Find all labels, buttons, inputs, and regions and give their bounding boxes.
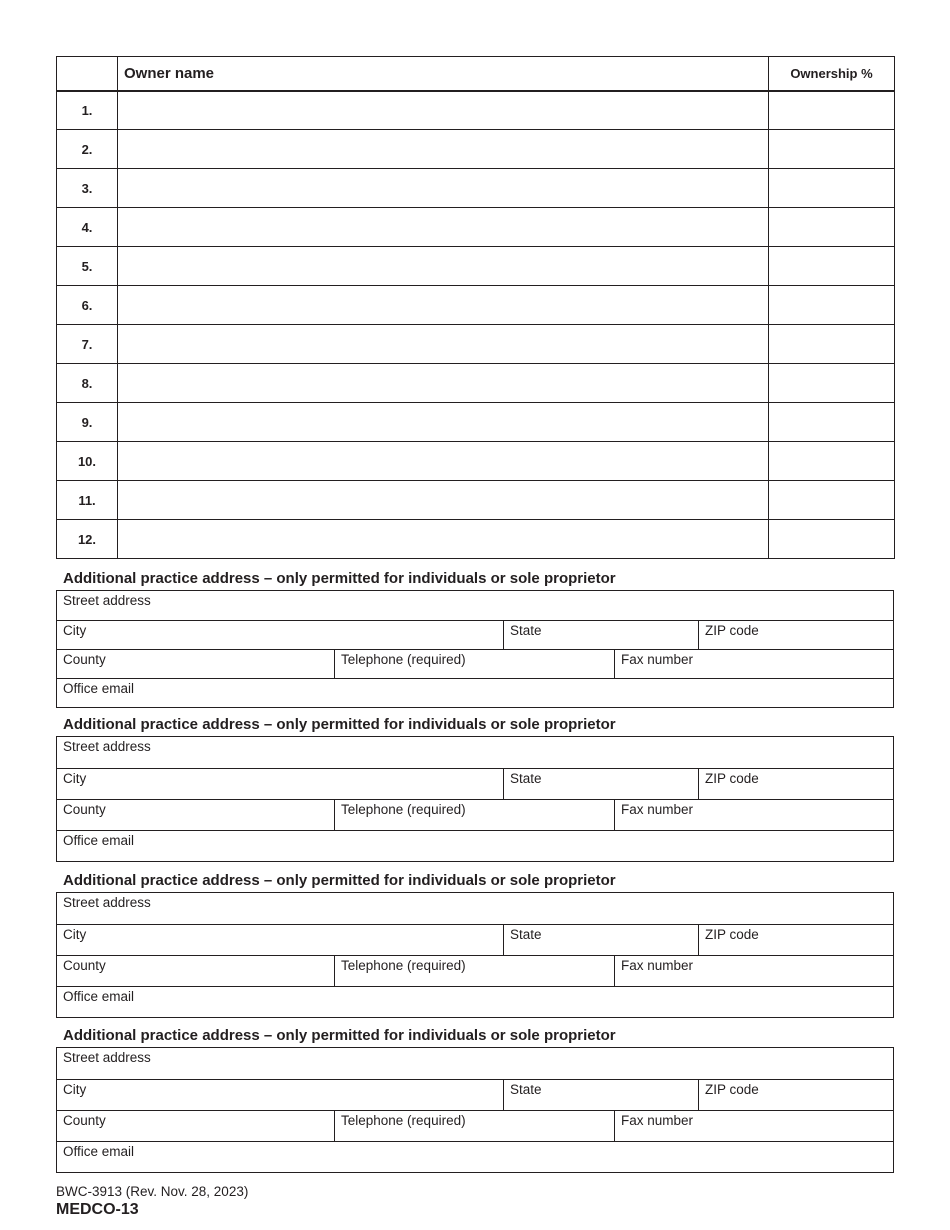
row-number: 11. [57, 481, 118, 520]
owner-row [57, 442, 895, 481]
ownership-pct-input[interactable] [769, 442, 895, 481]
ownership-pct-input[interactable] [769, 130, 895, 169]
city-field[interactable]: City [63, 1082, 87, 1097]
address-block-title: Additional practice address – only permitted for individuals or sole proprietor [63, 716, 616, 733]
ownership-pct-input[interactable] [769, 247, 895, 286]
row-number: 5. [57, 247, 118, 286]
city-field[interactable]: City [63, 771, 87, 786]
office-email-field[interactable]: Office email [63, 833, 135, 848]
fax-number-field[interactable]: Fax number [614, 800, 893, 830]
address-grid [56, 1047, 894, 1173]
city-field[interactable]: City [63, 623, 87, 638]
additional-address-block-4 [56, 1025, 894, 1173]
ownership-pct-input[interactable] [769, 364, 895, 403]
office-email-field[interactable]: Office email [63, 989, 135, 1004]
owner-row [57, 130, 895, 169]
address-grid [56, 590, 894, 708]
additional-address-block-3 [56, 870, 894, 1018]
zip-code-field[interactable]: ZIP code [698, 621, 893, 649]
owner-name-input[interactable] [118, 169, 769, 208]
zip-code-field[interactable]: ZIP code [698, 1080, 893, 1110]
zip-code-field[interactable]: ZIP code [698, 769, 893, 799]
owner-name-header: Owner name [118, 57, 769, 91]
zip-code-field[interactable]: ZIP code [698, 925, 893, 955]
row-number: 8. [57, 364, 118, 403]
owner-table [56, 56, 895, 559]
row-number: 4. [57, 208, 118, 247]
owner-name-input[interactable] [118, 130, 769, 169]
street-address-field[interactable]: Street address [63, 739, 151, 754]
owner-row [57, 364, 895, 403]
owner-row [57, 481, 895, 520]
owner-row [57, 247, 895, 286]
telephone-field[interactable]: Telephone (required) [334, 1111, 614, 1141]
form-name: MEDCO-13 [56, 1201, 139, 1218]
street-address-field[interactable]: Street address [63, 593, 151, 608]
street-address-field[interactable]: Street address [63, 1050, 151, 1065]
owner-name-input[interactable] [118, 325, 769, 364]
owner-name-input[interactable] [118, 91, 769, 130]
owner-row [57, 325, 895, 364]
county-field[interactable]: County [63, 958, 106, 973]
ownership-pct-input[interactable] [769, 403, 895, 442]
ownership-pct-input[interactable] [769, 520, 895, 559]
state-field[interactable]: State [503, 925, 698, 955]
state-field[interactable]: State [503, 1080, 698, 1110]
row-number: 9. [57, 403, 118, 442]
ownership-pct-input[interactable] [769, 208, 895, 247]
office-email-field[interactable]: Office email [63, 1144, 135, 1159]
fax-number-field[interactable]: Fax number [614, 1111, 893, 1141]
row-number: 7. [57, 325, 118, 364]
telephone-field[interactable]: Telephone (required) [334, 956, 614, 986]
office-email-field[interactable]: Office email [63, 681, 135, 696]
owner-name-input[interactable] [118, 520, 769, 559]
county-field[interactable]: County [63, 802, 106, 817]
telephone-field[interactable]: Telephone (required) [334, 800, 614, 830]
owner-row [57, 91, 895, 130]
owner-name-input[interactable] [118, 481, 769, 520]
additional-address-block-2 [56, 714, 894, 862]
ownership-pct-input[interactable] [769, 481, 895, 520]
owner-table-header [57, 57, 895, 91]
fax-number-field[interactable]: Fax number [614, 956, 893, 986]
ownership-pct-input[interactable] [769, 325, 895, 364]
row-number: 10. [57, 442, 118, 481]
form-revision-code: BWC-3913 (Rev. Nov. 28, 2023) [56, 1184, 249, 1199]
county-field[interactable]: County [63, 1113, 106, 1128]
row-number: 6. [57, 286, 118, 325]
state-field[interactable]: State [503, 769, 698, 799]
owner-row [57, 208, 895, 247]
row-number: 3. [57, 169, 118, 208]
street-address-field[interactable]: Street address [63, 895, 151, 910]
ownership-pct-input[interactable] [769, 91, 895, 130]
owner-name-input[interactable] [118, 247, 769, 286]
owner-name-input[interactable] [118, 403, 769, 442]
owner-row [57, 403, 895, 442]
row-number-header [57, 57, 118, 91]
row-number: 2. [57, 130, 118, 169]
address-grid [56, 892, 894, 1018]
fax-number-field[interactable]: Fax number [614, 650, 893, 678]
ownership-pct-input[interactable] [769, 286, 895, 325]
additional-address-block-1 [56, 567, 894, 708]
owner-row [57, 286, 895, 325]
owner-row [57, 169, 895, 208]
owner-name-input[interactable] [118, 364, 769, 403]
address-grid [56, 736, 894, 862]
row-number: 12. [57, 520, 118, 559]
owner-name-input[interactable] [118, 286, 769, 325]
state-field[interactable]: State [503, 621, 698, 649]
ownership-pct-header: Ownership % [769, 57, 895, 91]
address-block-title: Additional practice address – only permitted for individuals or sole proprietor [63, 1027, 616, 1044]
ownership-pct-input[interactable] [769, 169, 895, 208]
owner-row [57, 520, 895, 559]
address-block-title: Additional practice address – only permitted for individuals or sole proprietor [63, 570, 616, 587]
owner-name-input[interactable] [118, 442, 769, 481]
address-block-title: Additional practice address – only permitted for individuals or sole proprietor [63, 872, 616, 889]
county-field[interactable]: County [63, 652, 106, 667]
telephone-field[interactable]: Telephone (required) [334, 650, 614, 678]
row-number: 1. [57, 91, 118, 130]
city-field[interactable]: City [63, 927, 87, 942]
owner-name-input[interactable] [118, 208, 769, 247]
